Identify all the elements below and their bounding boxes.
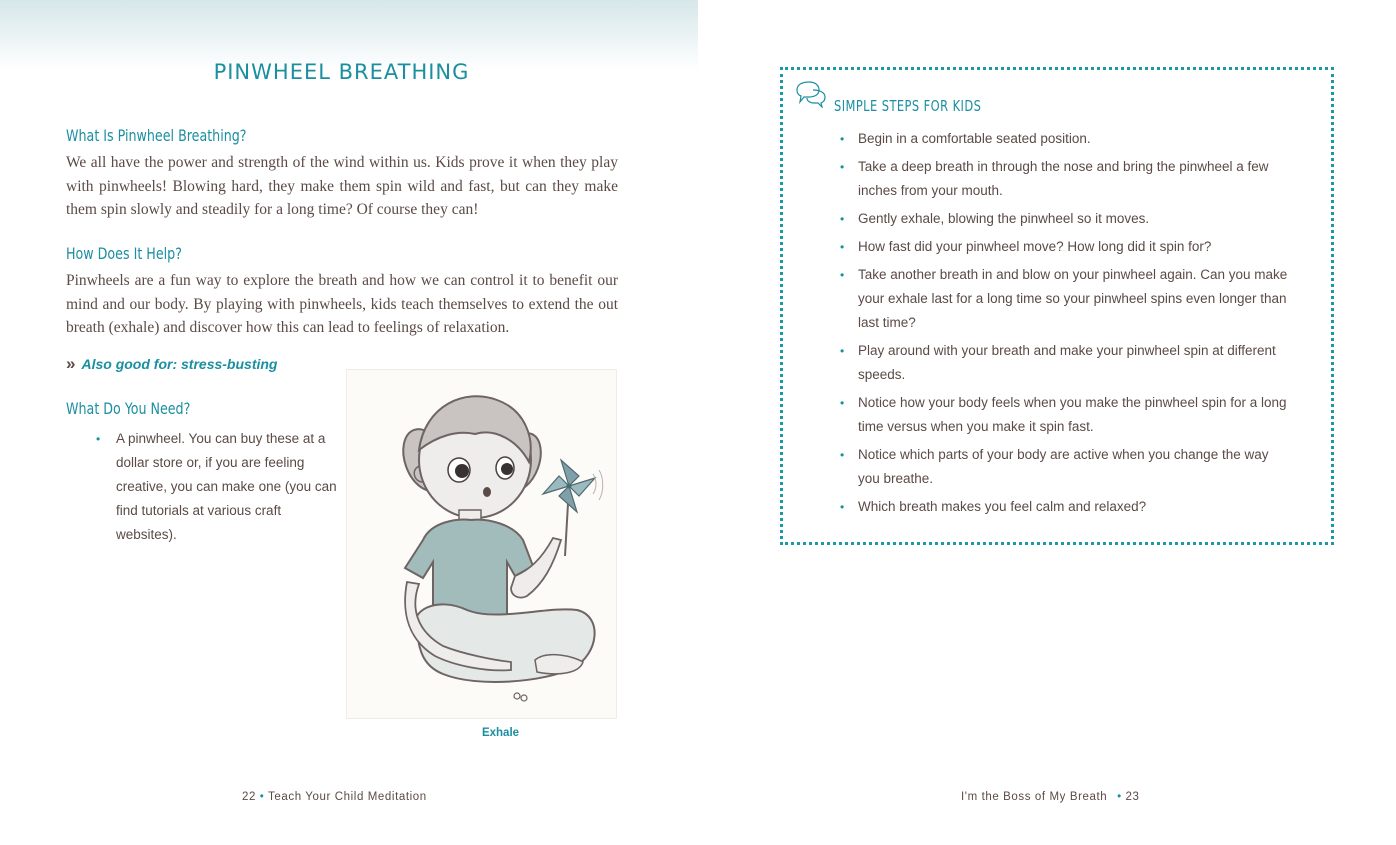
- bullet-icon: •: [840, 240, 845, 254]
- need-list: [96, 427, 342, 547]
- footer-right: [961, 791, 1140, 803]
- speech-bubbles-icon: [793, 80, 829, 108]
- section-body-how: Pinwheels are a fun way to explore the breath and how we can control it to benefit our mind and our body. By playing with pinwheels, kids teach themselves to extend the out breath (exhale) and discover how this can lead to feelings of relaxation.: [66, 272, 618, 337]
- need-item-text: A pinwheel. You can buy these at a dollar store or, if you are feeling creative, you can make one (you can find tutorials at various craft websites).: [116, 431, 337, 542]
- step-text: Gently exhale, blowing the pinwheel so it moves.: [858, 211, 1150, 226]
- list-item: [840, 495, 1290, 519]
- list-item: [840, 207, 1290, 231]
- step-text: Play around with your breath and make your pinwheel spin at different speeds.: [858, 343, 1276, 382]
- footer-page-number: 23: [1125, 791, 1140, 803]
- bullet-icon: •: [840, 132, 845, 146]
- list-item: [96, 427, 342, 547]
- steps-list: [840, 127, 1290, 523]
- section-body-what: We all have the power and strength of the wind within us. Kids prove it when they play with pinwheels! Blowing hard, they make them spin wild and fast, but can they make them spin slowly and steadily for a long time? Of course they can!: [66, 154, 618, 219]
- step-text: Take a deep breath in through the nose and bring the pinwheel a few inches from your mouth.: [858, 159, 1269, 198]
- bullet-icon: •: [840, 500, 845, 514]
- double-chevron-icon: »: [66, 354, 76, 373]
- step-text: Which breath makes you feel calm and relaxed?: [858, 499, 1147, 514]
- section-heading-how: How Does It Help?: [66, 244, 182, 263]
- list-item: [840, 339, 1290, 387]
- step-text: Notice which parts of your body are active when you change the way you breathe.: [858, 447, 1269, 486]
- list-item: [840, 263, 1290, 335]
- bullet-icon: •: [840, 344, 845, 358]
- footer-chapter-title: I'm the Boss of My Breath: [961, 791, 1108, 803]
- list-item: [840, 155, 1290, 203]
- section-heading-need: What Do You Need?: [66, 399, 191, 418]
- footer-dot: •: [259, 791, 265, 803]
- list-item: [840, 127, 1290, 151]
- steps-box: [780, 67, 1334, 545]
- illustration-girl-pinwheel: [346, 369, 617, 719]
- step-text: Begin in a comfortable seated position.: [858, 131, 1091, 146]
- page-title: PINWHEEL BREATHING: [213, 60, 470, 84]
- section-heading-what: What Is Pinwheel Breathing?: [66, 126, 247, 145]
- footer-book-title: Teach Your Child Meditation: [268, 791, 427, 803]
- step-text: How fast did your pinwheel move? How long did it spin for?: [858, 239, 1212, 254]
- step-text: Notice how your body feels when you make the pinwheel spin for a long time versus when you make it spin fast.: [858, 395, 1287, 434]
- also-good-for: [66, 354, 277, 374]
- pinwheel-icon: [543, 460, 595, 512]
- bullet-icon: •: [840, 212, 845, 226]
- list-item: [840, 235, 1290, 259]
- footer-dot: •: [1117, 791, 1122, 803]
- box-title: SIMPLE STEPS FOR KIDS: [834, 97, 982, 115]
- step-text: Take another breath in and blow on your pinwheel again. Can you make your exhale last for a long time so your pinwheel spins even longer than last time?: [858, 267, 1288, 330]
- illustration-caption: Exhale: [481, 727, 520, 739]
- footer-page-number: 22: [242, 791, 256, 803]
- list-item: [840, 391, 1290, 439]
- bullet-icon: •: [840, 268, 845, 282]
- right-page: [698, 0, 1396, 845]
- footer-left: [242, 791, 427, 803]
- girl-blowing-pinwheel-illustration: [347, 370, 616, 718]
- also-good-for-text: Also good for: stress-busting: [81, 356, 278, 372]
- bullet-icon: •: [840, 160, 845, 174]
- list-item: [840, 443, 1290, 491]
- bullet-icon: •: [840, 396, 845, 410]
- bullet-icon: •: [96, 432, 101, 446]
- bullet-icon: •: [840, 448, 845, 462]
